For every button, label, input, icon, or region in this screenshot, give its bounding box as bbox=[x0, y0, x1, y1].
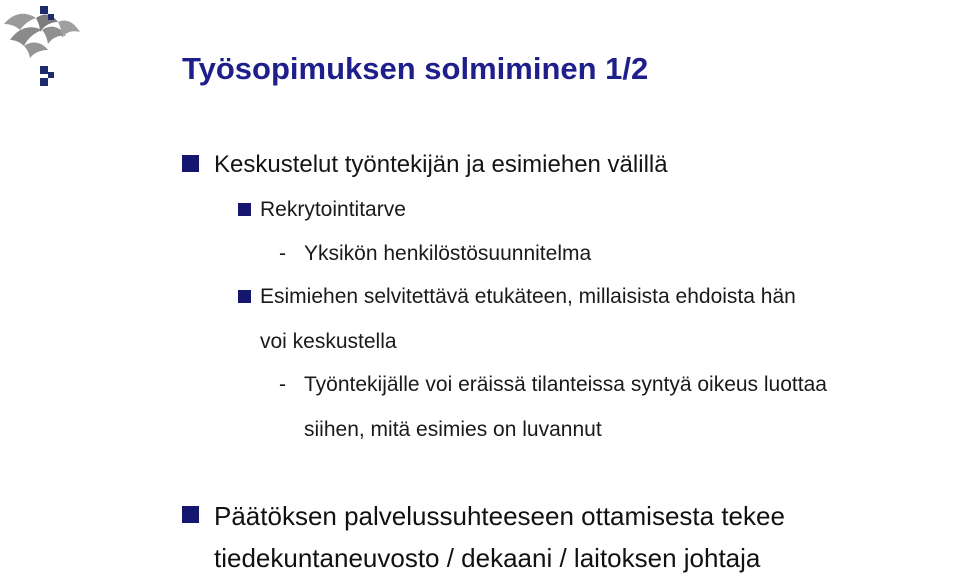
bullet-text-line1: Päätöksen palvelussuhteeseen ottamisesta tekee bbox=[214, 501, 785, 531]
dash-marker: - bbox=[279, 242, 286, 265]
square-bullet-icon bbox=[182, 155, 199, 172]
sub-sub-text-line1: Työntekijälle voi eräissä tilanteissa syntyä oikeus luottaa bbox=[304, 373, 827, 396]
bullet-text: Keskustelut työntekijän ja esimiehen välillä bbox=[214, 151, 668, 178]
sub-sub-item bbox=[279, 373, 959, 399]
sub-bullet-text-line1: Esimiehen selvitettävä etukäteen, millaisista ehdoista hän bbox=[260, 285, 796, 308]
sub-sub-text: Yksikön henkilöstösuunnitelma bbox=[304, 242, 592, 265]
sub-bullet-text-line2: voi keskustella bbox=[260, 330, 397, 353]
university-logo-icon bbox=[0, 0, 96, 92]
square-bullet-icon bbox=[238, 203, 251, 216]
bullet-text-line2: tiedekuntaneuvosto / dekaani / laitoksen johtaja bbox=[214, 543, 761, 573]
slide-title: Työsopimuksen solmiminen 1/2 bbox=[182, 51, 649, 86]
square-bullet-icon bbox=[238, 290, 251, 303]
dash-marker: - bbox=[279, 373, 286, 396]
sub-bullet-text: Rekrytointitarve bbox=[260, 198, 406, 221]
square-bullet-icon bbox=[182, 506, 199, 523]
sub-sub-item bbox=[279, 242, 779, 268]
sub-sub-text-line2: siihen, mitä esimies on luvannut bbox=[304, 418, 602, 441]
